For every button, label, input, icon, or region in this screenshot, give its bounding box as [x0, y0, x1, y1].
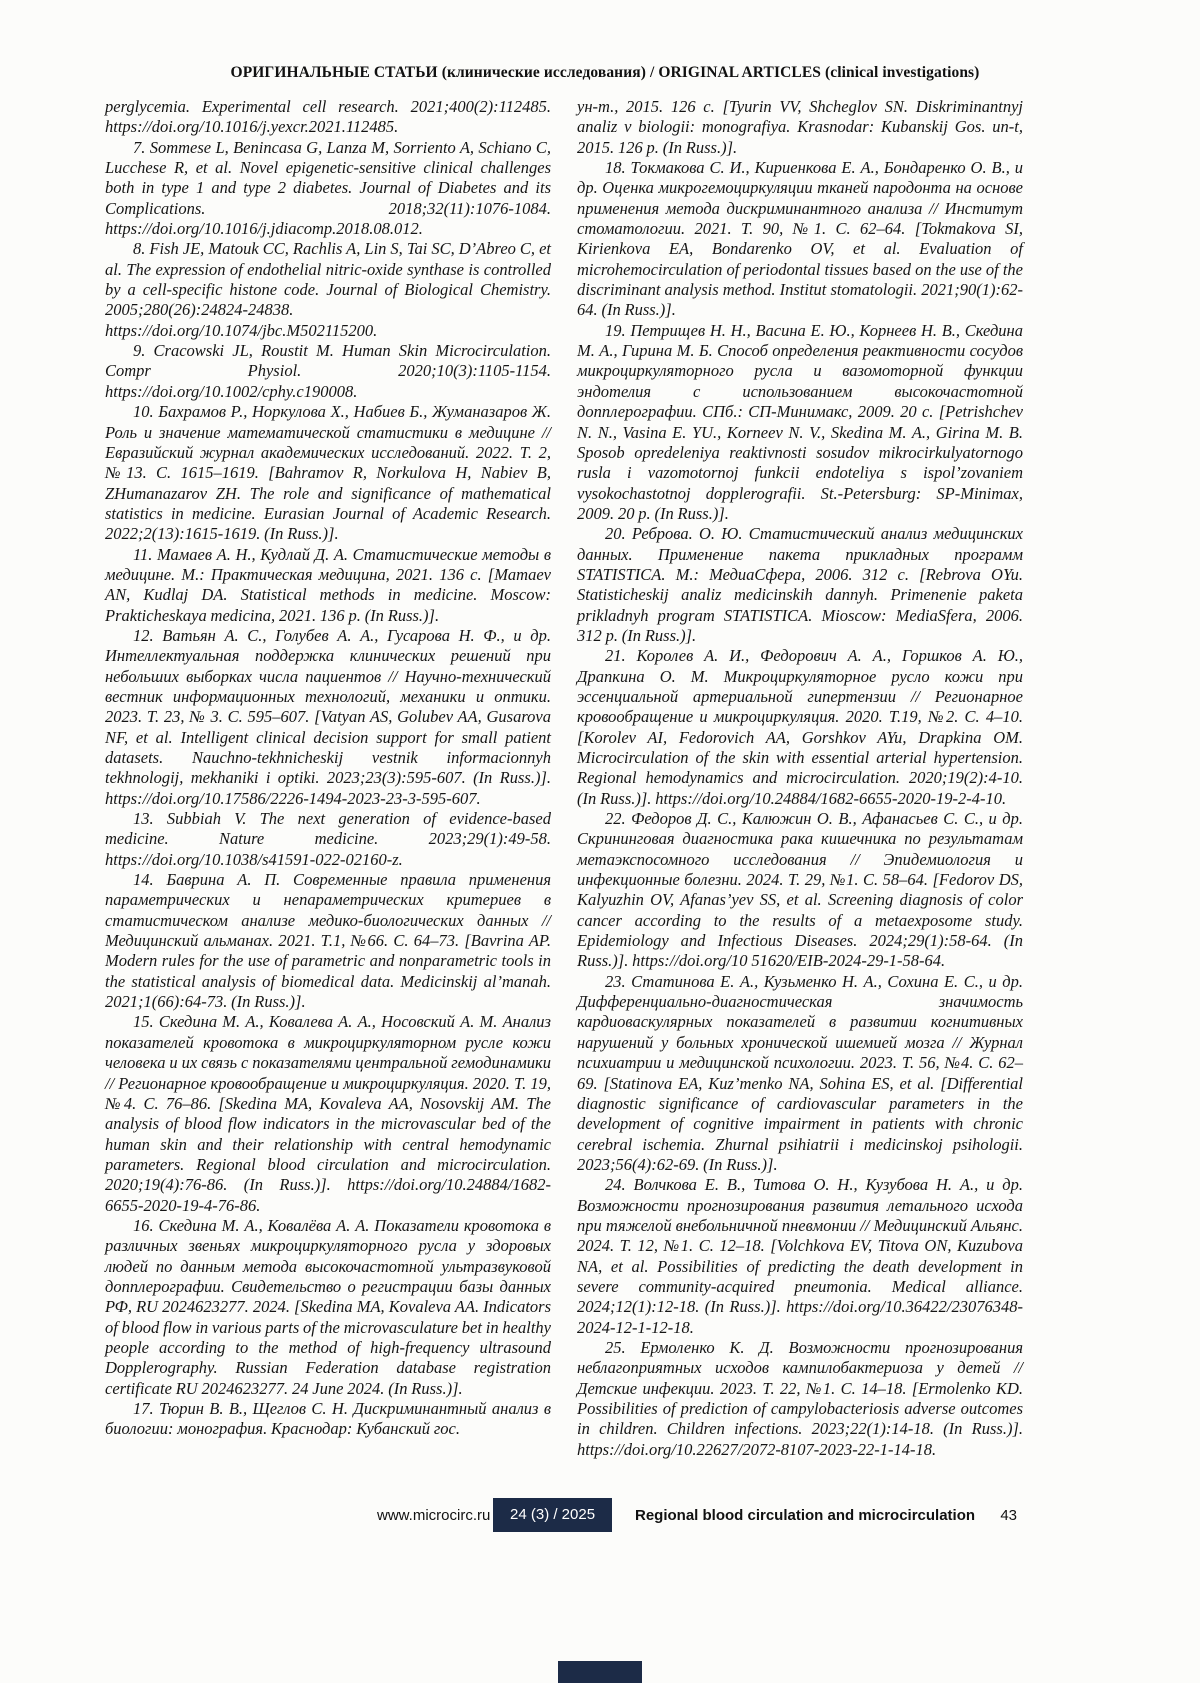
reference-entry: 24. Волчкова Е. В., Титова О. Н., Кузубова Н. А., и др. Возможности прогнозирования развития летального исхода при тяжелой внебольничной пневмонии // Медицинский Альянс. 2024. Т. 12, №1. С. 12–18. [Volchkova EV, Titova ON, Kuzubova NA, et al. Possibilities of predicting the death development in severe community-acquired pneumonia. Medical alliance. 2024;12(1):12-18. (In Russ.)]. https://doi.org/10.36422/23076348-2024-12-1-12-18.: [577, 1175, 1023, 1337]
running-head: ОРИГИНАЛЬНЫЕ СТАТЬИ (клинические исследования) / ORIGINAL ARTICLES (clinical investigations): [230, 64, 980, 81]
reference-entry: 19. Петрищев Н. Н., Васина Е. Ю., Корнеев Н. В., Скедина М. А., Гирина М. Б. Способ определения реактивности сосудов микроциркуляторного русла и вазомоторной функции эндотелия с использованием высокочастотной допплерографии. СПб.: СП-Минимакс, 2009. 20 с. [Petrishchev N. N., Vasina E. YU., Korneev N. V., Skedina M. A., Girina M. B. Sposob opredeleniya reaktivnosti sosudov mikrocirkulyatornogo rusla i vazomotornoj funkcii endoteliya s ispol’zovaniem vysokochastotnoj dopplerografii. St.-Petersburg: SP-Minimax, 2009. 20 p. (In Russ.)].: [577, 320, 1023, 523]
reference-entry: 18. Токмакова С. И., Кириенкова Е. А., Бондаренко О. В., и др. Оценка микрогемоциркуляции тканей пародонта на основе применения метода дискриминантного анализа // Институт стоматологии. 2021. Т. 90, №1. С. 62–64. [Tokmakova SI, Kirienkova EA, Bondarenko OV, et al. Evaluation of microhemocirculation of periodontal tissues based on the use of the discriminant analysis method. Institut stomatologii. 2021;90(1):62-64. (In Russ.)].: [577, 158, 1023, 320]
reference-entry: 9. Cracowski JL, Roustit M. Human Skin Microcirculation. Compr Physiol. 2020;10(3):1105-1154. https://doi.org/10.1002/cphy.c190008.: [105, 341, 551, 401]
reference-entry: 7. Sommese L, Benincasa G, Lanza M, Sorriento A, Schiano C, Lucchese R, et al. Novel epigenetic-sensitive clinical challenges both in type 1 and type 2 diabetes. Journal of Diabetes and its Complications. 2018;32(11):1076-1084. https://doi.org/10.1016/j.jdiacomp.2018.08.012.: [105, 137, 551, 239]
reference-entry: 8. Fish JE, Matouk CC, Rachlis A, Lin S, Tai SC, D’Abreo C, et al. The expression of endothelial nitric-oxide synthase is controlled by a cell-specific histone code. Journal of Biological Chemistry. 2005;280(26):24824-24838. https://doi.org/10.1074/jbc.M502115200.: [105, 239, 551, 340]
reference-entry: 16. Скедина М. А., Ковалёва А. А. Показатели кровотока в различных звеньях микроциркуляторного русла у здоровых людей по данным метода высокочастотной ультразвуковой допплерографии. Свидетельство о регистрации базы данных РФ, RU 2024623277. 2024. [Skedina MA, Kovaleva AA. Indicators of blood flow in various parts of the microvasculature bet in healthy people according to the method of high-frequency ultrasound Dopplerography. Russian Federation database registration certificate RU 2024623277. 24 June 2024. (In Russ.)].: [105, 1215, 551, 1398]
reference-entry: 25. Ермоленко К. Д. Возможности прогнозирования неблагоприятных исходов кампилобактериоза у детей // Детские инфекции. 2023. Т. 22, №1. С. 14–18. [Ermolenko KD. Possibilities of prediction of campylobacteriosis adverse outcomes in children. Children infections. 2023;22(1):14-18. (In Russ.)]. https://doi.org/10.22627/2072-8107-2023-22-1-14-18.: [577, 1337, 1023, 1459]
bottom-edge-marker: [558, 1661, 642, 1683]
reference-entry: 17. Тюрин В. В., Щеглов С. Н. Дискриминантный анализ в биологии: монография. Краснодар: Кубанский гос.: [105, 1399, 551, 1439]
reference-entry: 11. Мамаев А. Н., Кудлай Д. А. Статистические методы в медицине. М.: Практическая медицина, 2021. 136 с. [Mamaev AN, Kudlaj DA. Statistical methods in medicine. Moscow: Prakticheskaya medicina, 2021. 136 p. (In Russ.)].: [105, 544, 551, 625]
page-footer: [105, 1498, 1023, 1532]
references-section: [105, 97, 1023, 1460]
journal-title: Regional blood circulation and microcirculation: [635, 1507, 976, 1524]
reference-entry: 10. Бахрамов Р., Норкулова Х., Набиев Б., Жуманазаров Ж. Роль и значение математической статистики в медицине // Евразийский журнал академических исследований. 2022. Т. 2, №13. С. 1615–1619. [Bahramov R, Norkulova H, Nabiev B, ZHumanazarov ZH. The role and significance of mathematical statistics in medicine. Eurasian Journal of Academic Research. 2022;2(13):1615-1619. (In Russ.)].: [105, 402, 551, 544]
references-right-column: [577, 97, 1023, 1460]
reference-entry: 12. Ватьян А. С., Голубев А. А., Гусарова Н. Ф., и др. Интеллектуальная поддержка клинических решений при небольших выборках числа пациентов // Научно-технический вестник информационных технологий, механики и оптики. 2023. Т. 23, № 3. С. 595–607. [Vatyan AS, Golubev AA, Gusarova NF, et al. Intelligent clinical decision support for small patient datasets. Nauchno-tekhnicheskij vestnik informacionnyh tekhnologij, mekhaniki i optiki. 2023;23(3):595-607. (In Russ.)]. https://doi.org/10.17586/2226-1494-2023-23-3-595-607.: [105, 625, 551, 808]
reference-entry: 14. Баврина А. П. Современные правила применения параметрических и непараметрических критериев в статистическом анализе медико-биологических данных // Медицинский альманах. 2021. Т.1, №66. С. 64–73. [Bavrina AP. Modern rules for the use of parametric and nonparametric tools in the statistical analysis of biomedical data. Medicinskij al’manah. 2021;1(66):64-73. (In Russ.)].: [105, 870, 551, 1012]
reference-entry: 22. Федоров Д. С., Калюжин О. В., Афанасьев С. С., и др. Скрининговая диагностика рака кишечника по результатам метаэкспосомного исследования // Эпидемиология и инфекционные болезни. 2024. Т. 29, №1. С. 58–64. [Fedorov DS, Kalyuzhin OV, Afanas’yev SS, et al. Screening diagnosis of color cancer according to the results of a metaexposome study. Epidemiology and Infectious Diseases. 2024;29(1):58-64. (In Russ.)]. https://doi.org/10 51620/EIB-2024-29-1-58-64.: [577, 809, 1023, 971]
reference-entry: 15. Скедина М. А., Ковалева А. А., Носовский А. М. Анализ показателей кровотока в микроциркуляторном русле кожи человека и их связь с показателями центральной гемодинамики // Регионарное кровообращение и микроциркуляция. 2020. Т. 19, №4. С. 76–86. [Skedina MA, Kovaleva AA, Nosovskij AM. The analysis of blood flow indicators in the microvascular bed of the human skin and their relationship with central hemodynamic parameters. Regional blood circulation and microcirculation. 2020;19(4):76-86. (In Russ.)]. https://doi.org/10.24884/1682-6655-2020-19-4-76-86.: [105, 1012, 551, 1215]
page-number: 43: [1000, 1507, 1017, 1524]
reference-entry: 23. Статинова Е. А., Кузьменко Н. А., Сохина Е. С., и др. Дифференциально-диагностическая значимость кардиоваскулярных показателей в развитии когнитивных нарушений у больных хронической ишемией мозга // Журнал психиатрии и медицинской психологии. 2023. Т. 56, №4. С. 62–69. [Statinova EA, Kuz’menko NA, Sohina ES, et al. [Differential diagnostic significance of cardiovascular parameters in the development of cognitive impairment in patients with chronic cerebral ischemia. Zhurnal psihiatrii i medicinskoj psihologii. 2023;56(4):62-69. (In Russ.)].: [577, 971, 1023, 1174]
reference-entry: 20. Реброва. О. Ю. Статистический анализ медицинских данных. Применение пакета прикладных программ STATISTICA. М.: МедиаСфера, 2006. 312 с. [Rebrova OYu. Statisticheskij analiz medicinskih dannyh. Primenenie paketa prikladnyh program STATISTICA. Mioscow: MediaSfera, 2006. 312 p. (In Russ.)].: [577, 524, 1023, 645]
issue-badge: 24 (3) / 2025: [493, 1498, 612, 1532]
reference-entry: ун-т., 2015. 126 с. [Tyurin VV, Shcheglov SN. Diskriminantnyj analiz v biologii: monografiya. Krasnodar: Kubanskij Gos. un-t, 2015. 126 p. (In Russ.)].: [577, 97, 1023, 157]
reference-entry: 21. Королев А. И., Федорович А. А., Горшков А. Ю., Драпкина О. М. Микроциркуляторное русло кожи при эссенциальной артериальной гипертензии // Регионарное кровообращение и микроциркуляция. 2020. Т.19, №2. С. 4–10. [Korolev AI, Fedorovich AA, Gorshkov AYu, Drapkina OM. Microcirculation of the skin with essential arterial hypertension. Regional hemodynamics and microcirculation. 2020;19(2):4-10. (In Russ.)]. https://doi.org/10.24884/1682-6655-2020-19-2-4-10.: [577, 646, 1023, 808]
reference-entry: perglycemia. Experimental cell research. 2021;400(2):112485. https://doi.org/10.1016/j.yexcr.2021.112485.: [105, 97, 551, 137]
journal-website: www.microcirc.ru: [377, 1507, 491, 1524]
reference-entry: 13. Subbiah V. The next generation of evidence-based medicine. Nature medicine. 2023;29(1):49-58. https://doi.org/10.1038/s41591-022-02160-z.: [105, 809, 551, 869]
references-left-column: [105, 97, 551, 1460]
